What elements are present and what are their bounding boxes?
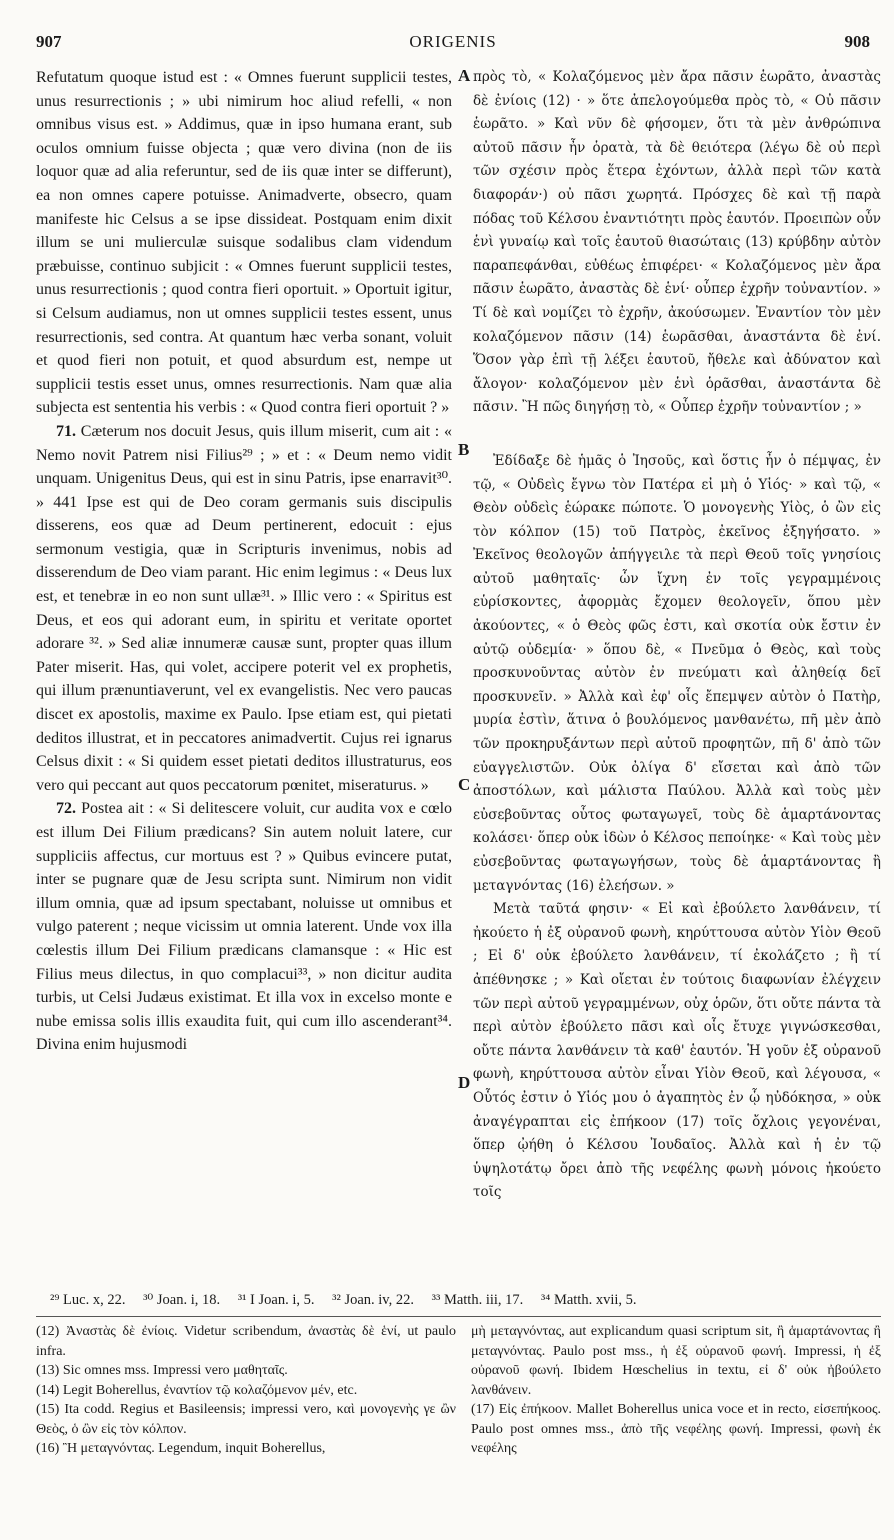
- reference: ³³ Matth. iii, 17.: [431, 1292, 524, 1308]
- section-number: 71.: [56, 422, 76, 440]
- page-number-left: 907: [36, 32, 62, 51]
- greek-paragraph: Μετὰ ταῦτά φησιν· « Εἰ καὶ ἐβούλετο λανθάνειν, τί ἠκούετο ἡ ἐξ οὐρανοῦ φωνὴ, κηρύττουσα αὐτὸν Υἱὸν Θεοῦ ; Εἰ δ' οὐκ ἐβούλετο λανθάνειν, τί ἐκολάζετο ; ἢ τί ἀπέθνησκε ; » Καὶ οἴεται ἐν τούτοις διαφωνίαν ἐλέγχειν τῶν περὶ αὐτοῦ γεγραμμένων, οὐχ ὁρῶν, ὅτι οὔτε πάντα τὰ περὶ αὐτὸν ἐβούλετο πᾶσι καὶ οἷς ἔτυχε γιγνώσκεσθαι, οὔτε πάντα λανθάνειν τὰ καθ' ἑαυτόν. Ἡ γοῦν ἐξ οὐρανοῦ φωνὴ, κηρύττουσα αὐτὸν εἶναι Υἱὸν Θεοῦ, καὶ λέγουσα, « Οὗτός ἐστιν ὁ Υἱός μου ὁ ἀγαπητὸς ἐν ᾧ ηὐδόκησα, » οὐκ ἀναγέγραπται εἰς ἐπήκοον (17) τοῖς ὄχλοις γεγονέναι, ὅπερ ᾠήθη ὁ Κέλσου Ἰουδαῖος. Ἀλλὰ καὶ ἡ ἐν τῷ ὑψηλοτάτῳ ὄρει ἀπὸ τῆς νεφέλης φωνὴ μόνοις ἠκούετο τοῖς: [473, 901, 881, 1201]
- footnote: (15) Ita codd. Regius et Basileensis; impressi vero, καὶ μονογενὴς γε ὢν Θεὸς, ὁ ὢν εἰς τὸν κόλπον.: [36, 1402, 456, 1437]
- reference: ³⁴ Matth. xvii, 5.: [540, 1292, 637, 1308]
- footnote: (14) Legit Boherellus, ἐναντίον τῷ κολαζόμενον μέν, etc.: [36, 1382, 358, 1398]
- latin-paragraph-71: [36, 420, 452, 798]
- reference: ²⁹ Luc. x, 22.: [50, 1292, 126, 1308]
- page-header: [36, 32, 870, 58]
- reference: ³⁰ Joan. i, 18.: [143, 1292, 221, 1308]
- page-number-right: 908: [844, 32, 870, 51]
- margin-mark-c: C: [458, 775, 471, 794]
- latin-column: [36, 66, 452, 1057]
- greek-paragraph: πρὸς τὸ, « Κολαζόμενος μὲν ἄρα πᾶσιν ἑωρᾶτο, ἀναστὰς δὲ ἐνίοις (12) · » ὅτε ἀπελογούμεθα πρὸς τὸ, « Οὐ πᾶσιν ἑωρᾶτο. » Καὶ νῦν δὲ φήσομεν, ὅτι τὰ μὲν ἀνθρώπινα αὐτοῦ πᾶσιν ἦν ὁρατὰ, τὰ δὲ θειότερα (λέγω δὲ οὐ περὶ τῶν σχέσιν πρὸς ἕτερα ἐχόντων, ἀλλὰ περὶ τῶν κατὰ διαφοράν·) οὐ πᾶσι χωρητά. Πρόσχες δὲ καὶ τῇ παρὰ πόδας τοῦ Κέλσου ἐναντιότητι πρὸς ἑαυτόν. Προειπὼν οὖν ἑνὶ γυναίῳ καὶ τοῖς ἑαυτοῦ θιασώταις (13) κρύβδην αὐτὸν παραπεφάνθαι, εὐθέως ἐπιφέρει· « Κολαζόμενος μὲν ἄρα πᾶσιν ἑωρᾶτο, ἀναστὰς δὲ ἑνί· οὗπερ ἐχρῆν τοὐναντίον. » Τί δὲ καὶ νομίζει τὸ ἐχρῆν, ἀκούσωμεν. Ἐναντίον τὸν μὲν κολαζόμενον πᾶσιν (14) ἑωρᾶσθαι, ἀναστάντα δὲ ἑνί. Ὅσον γὰρ ἐπὶ τῇ λέξει ἑαυτοῦ, ἤθελε καὶ ἀδύνατον καὶ ἄλογον· κολαζόμενον μὲν ἑνὶ ὁρᾶσθαι, ἀναστάντα δὲ πᾶσιν. Ἢ πῶς διηγήσῃ τὸ, « Οὗπερ ἐχρῆν τοὐναντίον ; »: [473, 69, 881, 416]
- latin-paragraph-text: Cæterum nos docuit Jesus, quis illum miserit, cum ait : « Nemo novit Patrem nisi Filius²⁹ ; » et : « Deum nemo vidit unquam. Unigenitus Deus, qui est in sinu Patris, ipse enarravit³⁰. » 441 Ipse est qui de Deo coram germanis suis discipulis disserens, eos quæ ad Deum pertinerent, edocuit : ejus sermonum vestigia, quæ in Scripturis invenimus, nobis ad disserendum de Deo viam parant. Hic enim legimus : « Deus lux est, et tenebræ in eo non sunt ullæ³¹. » Illic vero : « Spiritus est Deus, et eos qui adorant eum, in spiritu et veritate oportet adorare ³². » Sed aliæ innumeræ causæ sunt, propter quas illum Pater miserit. Has, qui volet, accipere poterit vel ex prophetis, qui illum prænuntiaverunt, vel ex evangelistis. Nec vero paucas discet ex apostolis, maxime ex Paulo. Ipse etiam est, qui pietati deditos illustrat, et in peccatores animadvertit. Cujus rei ignarus Celsus dixit : « Si quidem esset pietati deditos illustraturus, eos vero qui peccant aut quos peccatorum pœnitet, miseraturus. »: [36, 422, 453, 794]
- running-title: ORIGENIS: [409, 32, 497, 51]
- reference: ³¹ I Joan. i, 5.: [237, 1292, 315, 1308]
- footnotes-right: [471, 1322, 881, 1459]
- section-number: 72.: [56, 800, 76, 818]
- margin-mark-b: B: [458, 440, 470, 459]
- reference: ³² Joan. iv, 22.: [332, 1292, 414, 1308]
- margin-mark-d: D: [458, 1073, 471, 1092]
- footnote: (12) Ἀναστὰς δὲ ἐνίοις. Videtur scribendum, ἀναστὰς δὲ ἑνί, ut paulo infra.: [36, 1324, 456, 1359]
- footnote: (16) Ἢ μεταγνόντας. Legendum, inquit Boherellus,: [36, 1441, 326, 1456]
- greek-paragraph: Ἐδίδαξε δὲ ἡμᾶς ὁ Ἰησοῦς, καὶ ὅστις ἦν ὁ πέμψας, ἐν τῷ, « Οὐδεὶς ἔγνω τὸν Πατέρα εἰ μὴ ὁ Υἱός· » καὶ τῷ, « Θεὸν οὐδεὶς ἑώρακε πώποτε. Ὁ μονογενὴς Υἱὸς, ὁ ὢν εἰς τὸν κόλπον (15) τοῦ Πατρὸς, ἐκεῖνος ἐξηγήσατο. » Ἐκεῖνος θεολογῶν ἀπήγγειλε τὰ περὶ Θεοῦ τοῖς γνησίοις αὐτοῦ μαθηταῖς· ὧν ἴχνη ἐν τοῖς γεγραμμένοις εὑρίσκοντες, ἀφορμὰς ἔχομεν θεολογεῖν, ὅπου μὲν ἀκούοντες, « ὁ Θεὸς φῶς ἐστι, καὶ σκοτία οὐκ ἔστιν ἐν αὐτῷ οὐδεμία· » ὅπου δὲ, « Πνεῦμα ὁ Θεὸς, καὶ τοὺς προσκυνοῦντας αὐτὸν ἐν πνεύματι καὶ ἀληθείᾳ δεῖ προσκυνεῖν. » Ἀλλὰ καὶ ἐφ' οἷς ἔπεμψεν αὐτὸν ὁ Πατὴρ, μυρία ἐστὶν, ἅτινα ὁ βουλόμενος μανθανέτω, πῆ μὲν ἀπὸ τῶν προκηρυξάντων περὶ αὐτοῦ προφητῶν, πῆ δ' ἀπὸ τῶν εὐαγγελιστῶν. Οὐκ ὀλίγα δ' εἴσεται καὶ ἀπὸ τῶν ἀποστόλων, καὶ μάλιστα Παύλου. Ἀλλὰ καὶ τοὺς μὲν εὐσεβοῦντας οὗτος φωταγωγεῖ, τοὺς δὲ ἁμαρτάνοντας κολάσει· ὅπερ οὐκ ἰδὼν ὁ Κέλσος πεποίηκε· « Καὶ τοὺς μὲν εὐσεβοῦντας φωταγωγήσων, τοὺς δὲ ἁμαρτάνοντας ἢ μεταγνόντας (16) ἐλεήσων. »: [473, 452, 881, 894]
- footnote: (13) Sic omnes mss. Impressi vero μαθηταῖς.: [36, 1363, 288, 1378]
- latin-paragraph-72: [36, 797, 452, 1057]
- footnotes-left: [36, 1322, 456, 1459]
- footnote: μὴ μεταγνόντας, aut explicandum quasi scriptum sit, ἢ ἁμαρτάνοντας ἢ μεταγνόντας. Paulo post mss., ἡ ἐξ οὐρανοῦ φωνή. Impressi, ἡ ἐξ οὐρανοῦ φωνή. Ibidem Hœschelius in textu, εἰ δ' οὐκ ἠβούλετο λανθάνειν.: [471, 1324, 881, 1398]
- footnote: (17) Εἰς ἐπήκοον. Mallet Boherellus unica voce et in recto, εἰσεπήκοος. Paulo post omnes mss., ἀπὸ τῆς νεφέλης φωνή. Impressi, φωνὴ ἐκ νεφέλης: [471, 1402, 881, 1456]
- greek-column: [473, 66, 881, 1205]
- latin-paragraph-text: Postea ait : « Si delitescere voluit, cur audita vox e cœlo est illum Dei Filium prædicans? Sin autem noluit latere, cur suppliciis affectus, cur mortuus est ? » Quibus evincere putat, inter se pugnare quæ de Jesu scripta sunt. Nimirum non vidit illum omnia, quæ ad ipsum spectabant, noluisse ut omnibus et vulgo paterent ; neque vicissim ut omnia laterent. Unde vox illa cœlestis illum Dei Filium prædicans clamansque : « Hic est Filius meus dilectus, in quo complacui³³, » non dicitur audita turbis, ut Celsi Judæus existimat. Et illa vox in excelso monte e nube emissa solis illis exaudita fuit, qui cum illo ascenderant³⁴. Divina enim hujusmodi: [36, 800, 453, 1054]
- latin-paragraph: Refutatum quoque istud est : « Omnes fuerunt supplicii testes, unus resurrectionis ; » ubi nimirum hoc aliud refelli, « non omnibus visus est. » Addimus, quæ in ipso humana erant, sub oculos omnium fuisse objecta ; quæ vero divina (non de iis loquor quæ ad alia referuntur, sed de iis quæ inter se differunt), ea non omnes capere potuisse. Animadverte, obsecro, quam manifeste hic Celsus a se ipse dissideat. Postquam enim dixit illum se uni mulierculæ suisque sodalibus clam videndum præbuisse, continuo subjicit : « Omnes fuerunt supplicii testes, unus resurrectionis ; quod contra fieri oportuit. » Oportuit igitur, si Celsum audiamus, non ut omnes supplicii testes essent, unus resurrectionis, sed contra. At quantum hæc verba sonant, voluit et quod fieri non potuit, et quod absurdum est, nempe ut supplicii testis esset unus, omnes resurrectionis. Nam quæ alia subjecta est sententia his verbis : « Quod contra fieri oportuit ? »: [36, 69, 452, 417]
- margin-mark-a: A: [458, 66, 471, 85]
- scripture-references: [50, 1292, 880, 1309]
- footnote-divider: [36, 1316, 881, 1317]
